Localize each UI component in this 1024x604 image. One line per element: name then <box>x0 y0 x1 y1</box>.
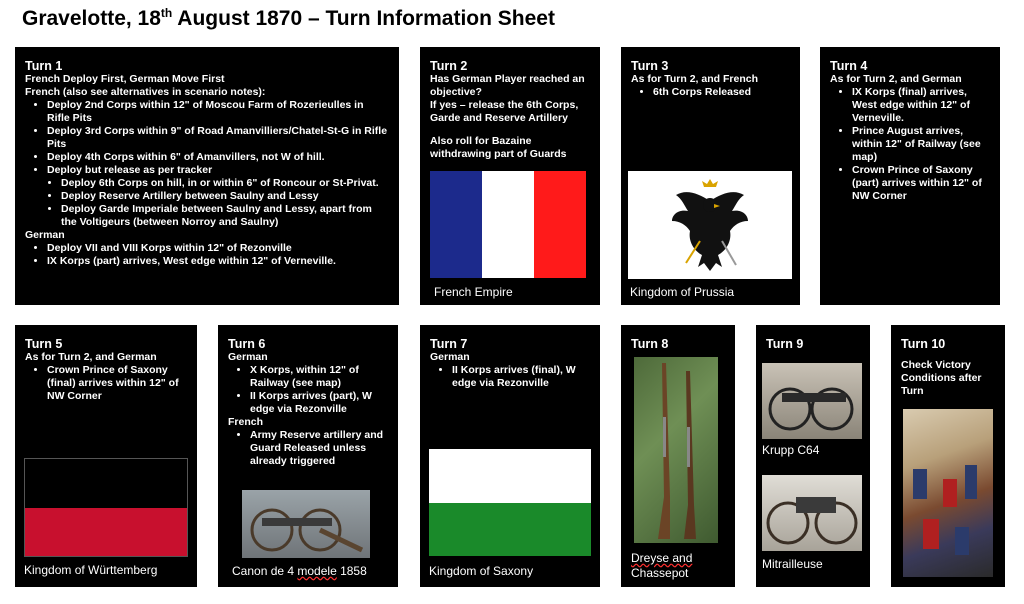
turn-7-caption: Kingdom of Saxony <box>429 564 534 578</box>
turn-1-card <box>15 47 399 305</box>
turn-2-line1: Has German Player reached an objective? <box>430 73 585 98</box>
turn-3-line1: As for Turn 2, and French <box>631 73 758 85</box>
turn-3-caption: Kingdom of Prussia <box>630 285 735 299</box>
turn-6-german-item: • II Korps arrives (part), W edge via Rezonville <box>250 390 388 416</box>
turn-1-german-label: German <box>25 229 65 241</box>
turn-3-item: • 6th Corps Released <box>653 86 790 99</box>
turn-8-caption: Dreyse and Chassepot <box>631 551 693 580</box>
turn-4-heading: Turn 4 <box>830 59 868 73</box>
krupp-gun-photo <box>762 363 862 439</box>
turn-2-line3: Also roll for Bazaine withdrawing part of Guards <box>430 135 567 160</box>
turn-6-heading: Turn 6 <box>228 337 266 351</box>
wurttemberg-flag <box>24 458 188 557</box>
turn-5-item: • Crown Prince of Saxony (final) arrives within 12" of NW Corner <box>47 364 187 403</box>
turn-5-card <box>15 325 197 587</box>
turn-2-card <box>420 47 600 305</box>
turn-1-sub-item: • Deploy Reserve Artillery between Saulny and Lessy <box>61 190 389 203</box>
turn-1-line1: French Deploy First, German Move First <box>25 73 225 85</box>
turn-6-german-item: • X Korps, within 12" of Railway (see map) <box>250 364 388 390</box>
turn-7-item: • II Korps arrives (final), W edge via Rezonville <box>452 364 590 390</box>
turn-10-line1: Check Victory Conditions after Turn <box>901 359 982 397</box>
turn-1-french-item: • Deploy 2nd Corps within 12" of Moscou Farm of Rozerieulles in Rifle Pits <box>47 99 389 125</box>
turn-1-sub-item: • Deploy Garde Imperiale between Saulny and Lessy, apart from the Voltigeurs (between Norroy and Saulny) <box>61 203 389 229</box>
turn-4-item: • Crown Prince of Saxony (part) arrives within 12" of NW Corner <box>852 164 990 203</box>
turn-1-sub-item: • Deploy 6th Corps on hill, in or within 6" of Roncour or St-Privat. <box>61 177 389 190</box>
turn-1-german-item: • Deploy VII and VIII Korps within 12" of Rezonville <box>47 242 389 255</box>
cannon-photo <box>242 490 370 558</box>
turn-9-caption-1: Krupp C64 <box>762 443 820 457</box>
turn-8-heading: Turn 8 <box>631 337 669 351</box>
turn-1-german-item: • IX Korps (part) arrives, West edge within 12" of Verneville. <box>47 255 389 268</box>
turn-3-card <box>621 47 800 305</box>
turn-2-caption: French Empire <box>434 285 513 299</box>
turn-4-line1: As for Turn 2, and German <box>830 73 962 85</box>
turn-6-french-item: • Army Reserve artillery and Guard Released unless already triggered <box>250 429 388 468</box>
turn-3-heading: Turn 3 <box>631 59 669 73</box>
turn-9-card <box>756 325 870 587</box>
turn-10-heading: Turn 10 <box>901 337 946 351</box>
turn-7-card <box>420 325 600 587</box>
turn-2-line2: If yes – release the 6th Corps, Garde and Reserve Artillery <box>430 99 579 124</box>
mitrailleuse-photo <box>762 475 862 551</box>
turn-7-heading: Turn 7 <box>430 337 468 351</box>
turn-1-french-item: • Deploy but release as per tracker <box>47 164 389 177</box>
turn-4-item: • Prince August arrives, within 12" of Railway (see map) <box>852 125 990 164</box>
turn-2-heading: Turn 2 <box>430 59 468 73</box>
turn-6-caption: Canon de 4 modele 1858 <box>232 564 367 578</box>
turn-1-french-item: • Deploy 3rd Corps within 9" of Road Amanvilliers/Chatel-St-G in Rifle Pits <box>47 125 389 151</box>
turn-5-line1: As for Turn 2, and German <box>25 351 157 363</box>
turn-6-german-label: German <box>228 351 268 363</box>
turn-7-german-label: German <box>430 351 470 363</box>
turn-5-caption: Kingdom of Württemberg <box>24 563 158 577</box>
prussian-eagle-flag <box>628 171 792 279</box>
saxony-flag <box>429 449 591 556</box>
turn-8-card <box>621 325 735 587</box>
turn-1-heading: Turn 1 <box>25 59 63 73</box>
turn-6-french-label: French <box>228 416 264 428</box>
turn-9-heading: Turn 9 <box>766 337 804 351</box>
turn-1-french-item: • Deploy 4th Corps within 6" of Amanvillers, not W of hill. <box>47 151 389 164</box>
turn-4-item: • IX Korps (final) arrives, West edge within 12" of Verneville. <box>852 86 990 125</box>
battle-painting <box>903 409 993 577</box>
page-title: Gravelotte, 18th August 1870 – Turn Information Sheet <box>22 6 555 30</box>
turn-9-caption-2: Mitrailleuse <box>762 557 823 571</box>
turn-4-card <box>820 47 1000 305</box>
turn-5-heading: Turn 5 <box>25 337 63 351</box>
turn-10-card <box>891 325 1005 587</box>
french-tricolour-flag <box>430 171 586 278</box>
turn-1-line2: French (also see alternatives in scenario notes): <box>25 86 266 98</box>
rifles-photo <box>634 357 718 543</box>
turn-6-card <box>218 325 398 587</box>
eagle-icon <box>628 171 792 279</box>
